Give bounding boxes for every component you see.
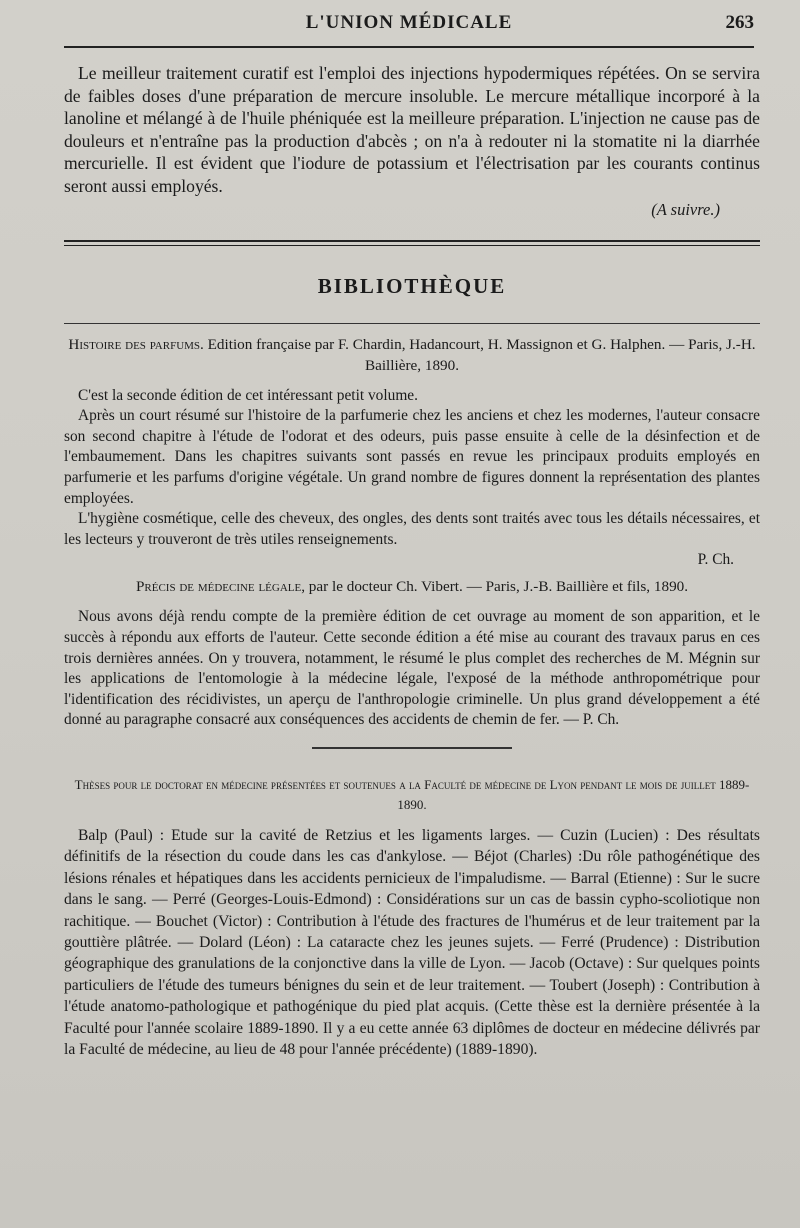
journal-title: L'UNION MÉDICALE xyxy=(305,12,513,33)
review-details: par le docteur Ch. Vibert. — Paris, J.-B. Baillière et fils, 1890. xyxy=(308,578,689,596)
review-details: Edition française par F. Chardin, Hadancourt, H. Massignon et G. Halphen. — Paris, J.-H. Baillière, 1890. xyxy=(207,335,756,374)
review-paragraph: L'hygiène cosmétique, celle des cheveux, des ongles, des dents sont traités avec tous les détails nécessaires, et les lecteurs y trouveront de très utiles renseignements. xyxy=(64,510,760,548)
short-divider xyxy=(312,747,512,749)
section-title: BIBLIOTHÈQUE xyxy=(317,273,507,298)
review-title: Précis de médecine légale, xyxy=(135,578,305,596)
section-divider xyxy=(64,240,760,246)
review-paragraph: Nous avons déjà rendu compte de la première édition de cet ouvrage au moment de son apparition, et le succès à répondu aux efforts de l'auteur. Cette seconde édition a été mise au courant des travaux parus en ces trois dernières années. On y trouvera, notamment, le résumé le plus complet des recherches de M. Mégnin sur les applications de l'entomologie à la médecine légale, l'exposé de la méthode anthropométrique pour l'identification des récidivistes, un aperçu de l'anthropologie criminelle. Un plus grand développement a été donné au paragraphe consacré aux conséquences des accidents de chemin de fer. — P. Ch. xyxy=(64,608,760,729)
theses-list: Balp (Paul) : Etude sur la cavité de Retzius et les ligaments larges. — Cuzin (Lucien) : Des résultats définitifs de la résection du coude dans les cas d'ankylose. — Béjot (Charles) :Du rôle pathogénétique des lésions rénales et hépatiques dans les accidents pernicieux de l'impaludisme. — Barral (Etienne) : Sur le sucre dans le sang. — Perré (Georges-Louis-Edmond) : Considérations sur un cas de bassin cypho-scoliotique non rachitique. — Bouchet (Victor) : Contribution à l'étude des fractures de l'humérus et de leur traitement par la gouttière plâtrée. — Dolard (Léon) : La cataracte chez les jeunes sujets. — Ferré (Prudence) : Distribution géographique des granulations de la conjonctive dans la ville de Lyon. — Jacob (Octave) : Sur quelques points particuliers de l'étude des tumeurs bénignes du sein et de leur traitement. — Toubert (Joseph) : Contribution à l'étude anatomo-pathologique et pathogénique du pied plat acquis. (Cette thèse est la dernière présentée à la Faculté pour l'année scolaire 1889-1890. Il y a eu cette année 63 diplômes de docteur en médecine délivrés par la Faculté de médecine, au lieu de 48 pour l'année précédente) (1889-1890). xyxy=(64,826,760,1058)
review-paragraph: Après un court résumé sur l'histoire de la parfumerie chez les anciens et chez les modernes, l'auteur consacre son second chapitre à l'étude de l'odorat et des odeurs, puis passe ensuite à celle de la désinfection et de l'embaumement. Dans les chapitres suivants sont passés en revue les principaux produits employés en parfumerie et les parfums d'origine végétale. Un grand nombre de figures donnent la représentation des plantes employées. xyxy=(64,407,760,507)
review-heading-medecine-legale xyxy=(64,576,760,597)
running-header xyxy=(64,0,754,48)
theses-heading: Thèses pour le doctorat en médecine présentées et soutenues a la Faculté de médecine de Lyon pendant le mois de juillet 1889-1890. xyxy=(74,776,750,812)
review-heading-parfums xyxy=(64,334,760,376)
page-number: 263 xyxy=(725,12,754,33)
review-paragraph: C'est la seconde édition de cet intéressant petit volume. xyxy=(78,386,418,404)
review-title: Histoire des parfums. xyxy=(68,335,204,353)
intro-paragraph: Le meilleur traitement curatif est l'emploi des injections hypodermiques répétées. On se servira de faibles doses d'une préparation de mercure insoluble. Le mercure métallique incorporé à la lanoline et mélangé à de l'huile phéniquée est la meilleure préparation. L'injection ne cause pas de douleurs et n'entraîne pas la production d'abcès ; on n'a à redouter ni la stomatite ni la diarrhée mercurielle. Il est évident que l'iodure de potassium et l'électrisation par les courants continus seront aussi employés. xyxy=(64,63,760,196)
to-be-continued-note: (A suivre.) xyxy=(651,199,720,219)
review-signature: P. Ch. xyxy=(697,551,734,569)
section-title-rule xyxy=(64,323,760,324)
